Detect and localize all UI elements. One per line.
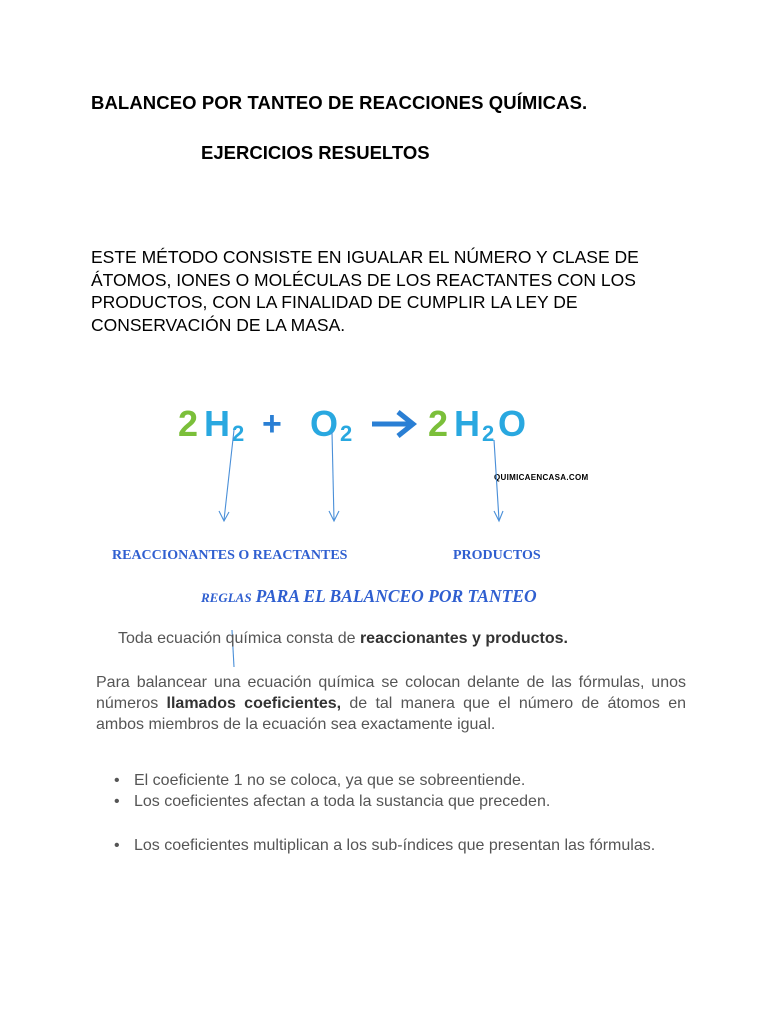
reaction-arrow-icon <box>372 412 413 436</box>
coefficient-h2o: 2 <box>428 403 449 444</box>
p1-text: Toda ecuación química consta de <box>118 630 360 647</box>
formula-o2: O <box>310 403 339 444</box>
p2-text-a: Para balancear una ecuación química se colocan delante de las fórmulas, unos números <box>96 674 686 712</box>
bullet-text: Los coeficientes afectan a toda la sustancia que preceden. <box>134 793 551 810</box>
p1-bold: reaccionantes y productos. <box>359 630 568 647</box>
rules-heading-main: PARA EL BALANCEO POR TANTEO <box>255 586 537 606</box>
arrow-head-h2o <box>494 511 503 521</box>
rules-paragraph-2 <box>96 672 686 735</box>
formula-o2-subscript: 2 <box>340 421 353 446</box>
intro-line: PRODUCTOS, CON LA FINALIDAD DE CUMPLIR LA LEY DE <box>91 292 578 312</box>
reactants-label: REACCIONANTES O REACTANTES <box>112 548 348 563</box>
bullet-text: El coeficiente 1 no se coloca, ya que se sobreentiende. <box>134 772 526 789</box>
arrow-head-o2 <box>329 511 339 521</box>
document-title: BALANCEO POR TANTEO DE REACCIONES QUÍMICAS. <box>91 92 588 113</box>
products-label: PRODUCTOS <box>453 548 541 563</box>
rules-heading <box>201 586 537 607</box>
p2-bold: llamados coeficientes, <box>166 695 342 712</box>
p2-text-b: de tal manera que el número de átomos en ambos miembros de la ecuación sea exactamente igual. <box>96 695 687 733</box>
bullet-icon: • <box>114 772 120 789</box>
bullet-text: Los coeficientes multiplican a los sub-índices que presentan las fórmulas. <box>134 837 656 854</box>
arrow-head-h2 <box>219 511 229 521</box>
bullet-icon: • <box>114 793 120 810</box>
bullet-icon: • <box>114 837 120 854</box>
formula-h2o-o: O <box>498 403 527 444</box>
coefficient-h2: 2 <box>178 403 199 444</box>
formula-h2o-h: H <box>454 403 480 444</box>
chemical-equation <box>170 395 570 455</box>
rules-heading-prefix: REGLAS <box>201 590 252 605</box>
rules-paragraph-1 <box>118 630 568 648</box>
list-item <box>96 770 696 791</box>
list-item <box>96 791 696 812</box>
document-subtitle: EJERCICIOS RESUELTOS <box>201 142 430 163</box>
plus-sign: + <box>262 405 282 443</box>
image-credit: QUIMICAENCASA.COM <box>494 473 589 482</box>
intro-line: ESTE MÉTODO CONSISTE EN IGUALAR EL NÚMERO Y CLASE DE <box>91 247 639 267</box>
intro-line: ÁTOMOS, IONES O MOLÉCULAS DE LOS REACTANTES CON LOS <box>91 269 636 290</box>
intro-line: CONSERVACIÓN DE LA MASA. <box>91 314 346 335</box>
rules-bullet-list <box>96 770 696 856</box>
formula-h2o-subscript: 2 <box>482 421 495 446</box>
formula-h2-subscript: 2 <box>232 421 245 446</box>
formula-h2: H <box>204 403 230 444</box>
list-item <box>96 835 696 856</box>
intro-paragraph <box>91 246 651 336</box>
